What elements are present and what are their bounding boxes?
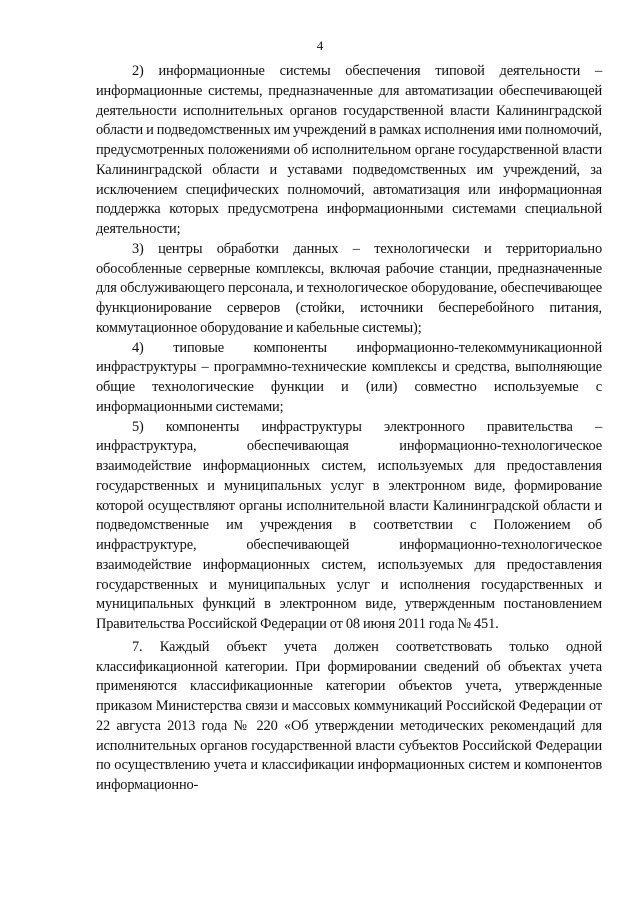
list-item-data-centers: 3) центры обработки данных – технологически и территориально обособленные серверные комплексы, включая рабочие станции, предназначенные для обслуживающего персонала, и технологическое оборудование, обеспечивающее функционирование серверов (стойки, источники бесперебойного питания, коммутационное оборудование и кабельные системы); <box>96 240 602 336</box>
list-item-information-systems: 2) информационные системы обеспечения типовой деятельности – информационные системы, предназначенные для автоматизации обеспечивающей деятельности исполнительных органов государственной власти Калининградской области и подведомственных им учреждений в рамках исполнения ими полномочий, предусмотренных положениями об исполнительном органе государственной власти Калининградской области и уставами подведомственных им учреждений, за исключением специфических полномочий, автоматизация или информационная поддержка которых предусмотрена информационными системами специальной деятельности; <box>96 63 602 237</box>
list-item-ict-components: 4) типовые компоненты информационно-телекоммуникационной инфраструктуры – программно-технические комплексы и средства, выполняющие общие технологические функции и (или) совместно используемые с информационными системами; <box>96 339 602 415</box>
section-7-paragraph: 7. Каждый объект учета должен соответствовать только одной классификационной категории. При формировании сведений об объектах учета применяются классификационные категории объектов учета, утвержденные приказом Министерства связи и массовых коммуникаций Российской Федерации от 22 августа 2013 года № 220 «Об утверждении методических рекомендаций для исполнительных органов государственной власти субъектов Российской Федерации по осуществлению учета и классификации информационных систем и компонентов информационно- <box>96 638 602 793</box>
list-item-e-government-infrastructure: 5) компоненты инфраструктуры электронного правительства – инфраструктура, обеспечивающая информационно-технологическое взаимодействие информационных систем, используемых для предоставления государственных и муниципальных услуг в электронном виде, формирование которой осуществляют органы исполнительной власти Калининградской области и подведомственные им учреждения в соответствии с Положением об инфраструктуре, обеспечивающей информационно-технологическое взаимодействие информационных систем, используемых для предоставления государственных и муниципальных услуг и исполнения государственных и муниципальных функций в электронном виде, утвержденным постановлением Правительства Российской Федерации от 08 июня 2011 года № 451. <box>96 418 602 632</box>
page-number: 4 <box>316 38 324 53</box>
document-body <box>96 62 602 796</box>
